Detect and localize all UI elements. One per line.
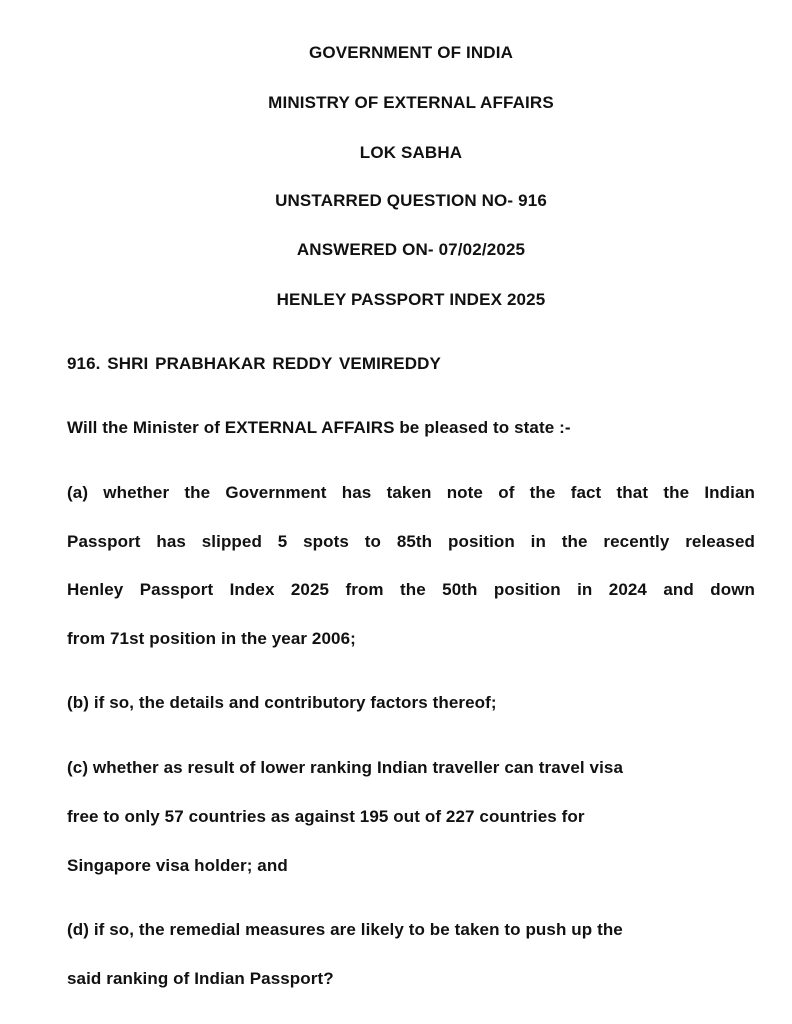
question-number-heading: UNSTARRED QUESTION NO- 916 [275,191,547,210]
part-a-line: Henley Passport Index 2025 from the 50th position in 2024 and down [67,580,755,599]
part-d-line: (d) if so, the remedial measures are likely to be taken to push up the [67,920,623,939]
part-c-line: free to only 57 countries as against 195 out of 227 countries for [67,807,585,826]
part-b-line: (b) if so, the details and contributory factors thereof; [67,693,497,712]
answered-date-heading: ANSWERED ON- 07/02/2025 [296,240,526,259]
ministry-heading: MINISTRY OF EXTERNAL AFFAIRS [268,93,554,112]
part-a-line: from 71st position in the year 2006; [67,629,356,648]
part-c-line: Singapore visa holder; and [67,856,288,875]
part-d-line: said ranking of Indian Passport? [67,969,334,988]
government-heading: GOVERNMENT OF INDIA [308,43,514,62]
subject-heading: HENLEY PASSPORT INDEX 2025 [276,290,546,309]
question-intro: Will the Minister of EXTERNAL AFFAIRS be pleased to state :- [67,418,571,437]
member-name: 916. SHRI PRABHAKAR REDDY VEMIREDDY [67,354,441,373]
part-a-line: (a) whether the Government has taken note of the fact that the Indian [67,483,755,502]
part-c-line: (c) whether as result of lower ranking Indian traveller can travel visa [67,758,624,777]
part-a-line: Passport has slipped 5 spots to 85th position in the recently released [67,532,755,551]
house-heading: LOK SABHA [359,143,463,162]
